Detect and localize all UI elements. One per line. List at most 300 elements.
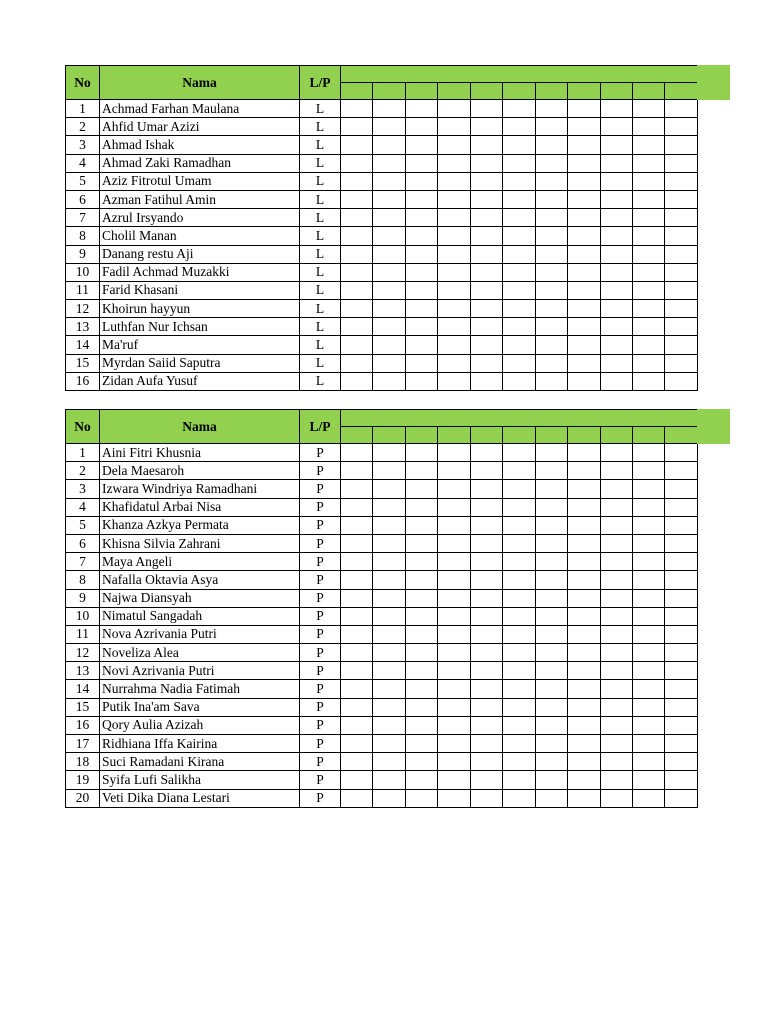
score-cell[interactable] bbox=[405, 172, 437, 190]
score-cell[interactable] bbox=[600, 771, 632, 789]
score-cell[interactable] bbox=[438, 118, 470, 136]
score-subheader-cell[interactable] bbox=[665, 427, 698, 444]
score-cell[interactable] bbox=[665, 100, 698, 118]
score-cell[interactable] bbox=[665, 625, 698, 643]
score-cell[interactable] bbox=[438, 644, 470, 662]
score-cell[interactable] bbox=[568, 209, 600, 227]
score-cell[interactable] bbox=[373, 625, 405, 643]
score-cell[interactable] bbox=[373, 190, 405, 208]
score-cell[interactable] bbox=[373, 227, 405, 245]
score-cell[interactable] bbox=[632, 534, 664, 552]
score-cell[interactable] bbox=[665, 607, 698, 625]
score-subheader-cell[interactable] bbox=[438, 427, 470, 444]
score-cell[interactable] bbox=[341, 589, 373, 607]
score-cell[interactable] bbox=[535, 154, 567, 172]
score-cell[interactable] bbox=[665, 118, 698, 136]
score-subheader-cell[interactable] bbox=[341, 83, 373, 100]
score-cell[interactable] bbox=[568, 553, 600, 571]
score-cell[interactable] bbox=[632, 190, 664, 208]
score-cell[interactable] bbox=[600, 372, 632, 390]
score-cell[interactable] bbox=[341, 372, 373, 390]
score-cell[interactable] bbox=[405, 263, 437, 281]
score-cell[interactable] bbox=[405, 662, 437, 680]
score-cell[interactable] bbox=[665, 172, 698, 190]
score-cell[interactable] bbox=[438, 300, 470, 318]
score-cell[interactable] bbox=[665, 300, 698, 318]
score-cell[interactable] bbox=[665, 336, 698, 354]
score-cell[interactable] bbox=[535, 444, 567, 462]
score-cell[interactable] bbox=[535, 680, 567, 698]
score-cell[interactable] bbox=[665, 644, 698, 662]
score-cell[interactable] bbox=[470, 480, 502, 498]
score-cell[interactable] bbox=[373, 571, 405, 589]
score-cell[interactable] bbox=[665, 190, 698, 208]
score-cell[interactable] bbox=[568, 753, 600, 771]
score-cell[interactable] bbox=[568, 789, 600, 807]
score-cell[interactable] bbox=[470, 462, 502, 480]
score-cell[interactable] bbox=[568, 589, 600, 607]
score-cell[interactable] bbox=[600, 354, 632, 372]
score-cell[interactable] bbox=[600, 263, 632, 281]
score-cell[interactable] bbox=[373, 263, 405, 281]
score-cell[interactable] bbox=[600, 789, 632, 807]
score-cell[interactable] bbox=[341, 172, 373, 190]
score-cell[interactable] bbox=[405, 753, 437, 771]
score-cell[interactable] bbox=[632, 300, 664, 318]
score-cell[interactable] bbox=[632, 154, 664, 172]
score-subheader-cell[interactable] bbox=[405, 427, 437, 444]
score-cell[interactable] bbox=[470, 154, 502, 172]
score-cell[interactable] bbox=[535, 625, 567, 643]
score-cell[interactable] bbox=[503, 498, 535, 516]
score-cell[interactable] bbox=[600, 100, 632, 118]
score-subheader-cell[interactable] bbox=[373, 83, 405, 100]
score-cell[interactable] bbox=[632, 735, 664, 753]
score-cell[interactable] bbox=[503, 607, 535, 625]
score-cell[interactable] bbox=[470, 625, 502, 643]
score-cell[interactable] bbox=[600, 716, 632, 734]
score-cell[interactable] bbox=[373, 771, 405, 789]
score-cell[interactable] bbox=[600, 753, 632, 771]
score-cell[interactable] bbox=[405, 680, 437, 698]
score-cell[interactable] bbox=[600, 534, 632, 552]
score-cell[interactable] bbox=[341, 571, 373, 589]
score-cell[interactable] bbox=[341, 154, 373, 172]
score-cell[interactable] bbox=[535, 716, 567, 734]
score-cell[interactable] bbox=[373, 318, 405, 336]
score-cell[interactable] bbox=[470, 444, 502, 462]
score-cell[interactable] bbox=[568, 680, 600, 698]
score-cell[interactable] bbox=[600, 444, 632, 462]
score-cell[interactable] bbox=[535, 771, 567, 789]
score-cell[interactable] bbox=[405, 209, 437, 227]
score-cell[interactable] bbox=[438, 336, 470, 354]
score-cell[interactable] bbox=[438, 354, 470, 372]
score-cell[interactable] bbox=[568, 444, 600, 462]
score-cell[interactable] bbox=[405, 589, 437, 607]
score-cell[interactable] bbox=[341, 644, 373, 662]
score-cell[interactable] bbox=[665, 281, 698, 299]
score-cell[interactable] bbox=[535, 553, 567, 571]
score-cell[interactable] bbox=[600, 607, 632, 625]
score-cell[interactable] bbox=[470, 553, 502, 571]
score-cell[interactable] bbox=[665, 154, 698, 172]
score-subheader-cell[interactable] bbox=[470, 427, 502, 444]
score-cell[interactable] bbox=[470, 172, 502, 190]
score-cell[interactable] bbox=[600, 516, 632, 534]
score-cell[interactable] bbox=[341, 281, 373, 299]
score-cell[interactable] bbox=[373, 716, 405, 734]
score-cell[interactable] bbox=[405, 607, 437, 625]
score-cell[interactable] bbox=[503, 227, 535, 245]
score-cell[interactable] bbox=[503, 716, 535, 734]
score-cell[interactable] bbox=[535, 227, 567, 245]
score-cell[interactable] bbox=[503, 209, 535, 227]
score-cell[interactable] bbox=[568, 462, 600, 480]
score-cell[interactable] bbox=[535, 281, 567, 299]
score-cell[interactable] bbox=[503, 480, 535, 498]
score-cell[interactable] bbox=[438, 753, 470, 771]
score-cell[interactable] bbox=[438, 263, 470, 281]
score-cell[interactable] bbox=[405, 100, 437, 118]
score-cell[interactable] bbox=[632, 100, 664, 118]
score-cell[interactable] bbox=[405, 318, 437, 336]
score-cell[interactable] bbox=[600, 571, 632, 589]
score-cell[interactable] bbox=[373, 136, 405, 154]
score-cell[interactable] bbox=[535, 735, 567, 753]
score-cell[interactable] bbox=[503, 263, 535, 281]
score-cell[interactable] bbox=[373, 172, 405, 190]
score-cell[interactable] bbox=[568, 372, 600, 390]
score-cell[interactable] bbox=[405, 534, 437, 552]
score-cell[interactable] bbox=[665, 318, 698, 336]
score-cell[interactable] bbox=[535, 336, 567, 354]
score-cell[interactable] bbox=[373, 498, 405, 516]
score-cell[interactable] bbox=[470, 100, 502, 118]
score-cell[interactable] bbox=[405, 372, 437, 390]
score-cell[interactable] bbox=[535, 190, 567, 208]
score-cell[interactable] bbox=[568, 100, 600, 118]
score-cell[interactable] bbox=[405, 462, 437, 480]
score-cell[interactable] bbox=[503, 118, 535, 136]
score-cell[interactable] bbox=[405, 118, 437, 136]
score-cell[interactable] bbox=[373, 607, 405, 625]
score-cell[interactable] bbox=[600, 462, 632, 480]
score-cell[interactable] bbox=[503, 462, 535, 480]
score-cell[interactable] bbox=[568, 136, 600, 154]
score-cell[interactable] bbox=[503, 245, 535, 263]
score-cell[interactable] bbox=[341, 300, 373, 318]
score-cell[interactable] bbox=[341, 444, 373, 462]
score-cell[interactable] bbox=[438, 625, 470, 643]
score-cell[interactable] bbox=[373, 680, 405, 698]
score-cell[interactable] bbox=[373, 589, 405, 607]
score-cell[interactable] bbox=[503, 662, 535, 680]
score-cell[interactable] bbox=[535, 300, 567, 318]
score-cell[interactable] bbox=[470, 227, 502, 245]
score-cell[interactable] bbox=[438, 154, 470, 172]
score-cell[interactable] bbox=[438, 480, 470, 498]
score-cell[interactable] bbox=[600, 735, 632, 753]
score-cell[interactable] bbox=[438, 553, 470, 571]
score-subheader-cell[interactable] bbox=[600, 427, 632, 444]
score-cell[interactable] bbox=[373, 300, 405, 318]
score-cell[interactable] bbox=[341, 136, 373, 154]
score-cell[interactable] bbox=[632, 516, 664, 534]
score-cell[interactable] bbox=[535, 245, 567, 263]
score-cell[interactable] bbox=[535, 118, 567, 136]
score-cell[interactable] bbox=[470, 516, 502, 534]
score-cell[interactable] bbox=[632, 498, 664, 516]
score-cell[interactable] bbox=[568, 571, 600, 589]
score-cell[interactable] bbox=[535, 571, 567, 589]
score-cell[interactable] bbox=[503, 534, 535, 552]
score-subheader-cell[interactable] bbox=[470, 83, 502, 100]
score-cell[interactable] bbox=[568, 625, 600, 643]
score-cell[interactable] bbox=[665, 462, 698, 480]
score-cell[interactable] bbox=[405, 190, 437, 208]
score-cell[interactable] bbox=[341, 209, 373, 227]
score-cell[interactable] bbox=[503, 644, 535, 662]
score-cell[interactable] bbox=[341, 698, 373, 716]
score-cell[interactable] bbox=[405, 154, 437, 172]
score-cell[interactable] bbox=[405, 644, 437, 662]
score-cell[interactable] bbox=[568, 716, 600, 734]
score-subheader-cell[interactable] bbox=[535, 83, 567, 100]
score-cell[interactable] bbox=[600, 553, 632, 571]
score-cell[interactable] bbox=[341, 354, 373, 372]
score-cell[interactable] bbox=[600, 245, 632, 263]
score-cell[interactable] bbox=[632, 336, 664, 354]
score-cell[interactable] bbox=[503, 100, 535, 118]
score-cell[interactable] bbox=[600, 698, 632, 716]
score-cell[interactable] bbox=[632, 698, 664, 716]
score-cell[interactable] bbox=[341, 735, 373, 753]
score-cell[interactable] bbox=[600, 589, 632, 607]
score-cell[interactable] bbox=[568, 336, 600, 354]
score-cell[interactable] bbox=[600, 662, 632, 680]
score-cell[interactable] bbox=[470, 245, 502, 263]
score-cell[interactable] bbox=[503, 571, 535, 589]
score-cell[interactable] bbox=[665, 516, 698, 534]
score-cell[interactable] bbox=[503, 680, 535, 698]
score-cell[interactable] bbox=[568, 300, 600, 318]
score-cell[interactable] bbox=[405, 444, 437, 462]
score-cell[interactable] bbox=[568, 662, 600, 680]
score-cell[interactable] bbox=[503, 753, 535, 771]
score-cell[interactable] bbox=[600, 625, 632, 643]
score-cell[interactable] bbox=[405, 281, 437, 299]
score-cell[interactable] bbox=[568, 190, 600, 208]
score-cell[interactable] bbox=[503, 553, 535, 571]
score-cell[interactable] bbox=[632, 354, 664, 372]
score-cell[interactable] bbox=[341, 263, 373, 281]
score-cell[interactable] bbox=[341, 662, 373, 680]
score-cell[interactable] bbox=[535, 662, 567, 680]
score-cell[interactable] bbox=[373, 154, 405, 172]
score-cell[interactable] bbox=[503, 589, 535, 607]
score-cell[interactable] bbox=[470, 607, 502, 625]
score-cell[interactable] bbox=[665, 136, 698, 154]
score-cell[interactable] bbox=[438, 716, 470, 734]
score-subheader-cell[interactable] bbox=[503, 83, 535, 100]
score-cell[interactable] bbox=[373, 789, 405, 807]
score-cell[interactable] bbox=[535, 209, 567, 227]
score-subheader-cell[interactable] bbox=[568, 427, 600, 444]
score-cell[interactable] bbox=[632, 680, 664, 698]
score-cell[interactable] bbox=[438, 789, 470, 807]
score-cell[interactable] bbox=[341, 553, 373, 571]
score-cell[interactable] bbox=[600, 227, 632, 245]
score-cell[interactable] bbox=[438, 680, 470, 698]
score-cell[interactable] bbox=[600, 336, 632, 354]
score-cell[interactable] bbox=[632, 662, 664, 680]
score-cell[interactable] bbox=[405, 571, 437, 589]
score-cell[interactable] bbox=[341, 190, 373, 208]
score-subheader-cell[interactable] bbox=[373, 427, 405, 444]
score-cell[interactable] bbox=[341, 625, 373, 643]
score-cell[interactable] bbox=[438, 589, 470, 607]
score-cell[interactable] bbox=[470, 190, 502, 208]
score-cell[interactable] bbox=[438, 172, 470, 190]
score-cell[interactable] bbox=[665, 589, 698, 607]
score-cell[interactable] bbox=[568, 154, 600, 172]
score-cell[interactable] bbox=[405, 498, 437, 516]
score-cell[interactable] bbox=[535, 263, 567, 281]
score-cell[interactable] bbox=[470, 753, 502, 771]
score-cell[interactable] bbox=[665, 480, 698, 498]
score-cell[interactable] bbox=[568, 516, 600, 534]
score-subheader-cell[interactable] bbox=[665, 83, 698, 100]
score-cell[interactable] bbox=[470, 735, 502, 753]
score-cell[interactable] bbox=[341, 516, 373, 534]
score-cell[interactable] bbox=[341, 498, 373, 516]
score-cell[interactable] bbox=[405, 735, 437, 753]
score-cell[interactable] bbox=[665, 534, 698, 552]
score-cell[interactable] bbox=[470, 336, 502, 354]
score-cell[interactable] bbox=[470, 300, 502, 318]
score-cell[interactable] bbox=[470, 571, 502, 589]
score-cell[interactable] bbox=[438, 444, 470, 462]
score-cell[interactable] bbox=[341, 680, 373, 698]
score-cell[interactable] bbox=[373, 444, 405, 462]
score-cell[interactable] bbox=[665, 698, 698, 716]
score-cell[interactable] bbox=[405, 716, 437, 734]
score-cell[interactable] bbox=[503, 281, 535, 299]
score-cell[interactable] bbox=[405, 771, 437, 789]
score-cell[interactable] bbox=[438, 534, 470, 552]
score-cell[interactable] bbox=[632, 771, 664, 789]
score-cell[interactable] bbox=[341, 607, 373, 625]
score-cell[interactable] bbox=[405, 480, 437, 498]
score-cell[interactable] bbox=[568, 534, 600, 552]
score-cell[interactable] bbox=[503, 516, 535, 534]
score-cell[interactable] bbox=[600, 154, 632, 172]
score-cell[interactable] bbox=[470, 498, 502, 516]
score-cell[interactable] bbox=[373, 281, 405, 299]
score-cell[interactable] bbox=[568, 607, 600, 625]
score-cell[interactable] bbox=[503, 444, 535, 462]
score-cell[interactable] bbox=[568, 318, 600, 336]
score-cell[interactable] bbox=[665, 209, 698, 227]
score-cell[interactable] bbox=[470, 263, 502, 281]
score-cell[interactable] bbox=[470, 662, 502, 680]
score-cell[interactable] bbox=[632, 263, 664, 281]
score-cell[interactable] bbox=[341, 716, 373, 734]
score-cell[interactable] bbox=[535, 372, 567, 390]
score-cell[interactable] bbox=[438, 498, 470, 516]
score-cell[interactable] bbox=[535, 698, 567, 716]
score-cell[interactable] bbox=[405, 553, 437, 571]
score-cell[interactable] bbox=[373, 118, 405, 136]
score-cell[interactable] bbox=[600, 190, 632, 208]
score-cell[interactable] bbox=[405, 300, 437, 318]
score-cell[interactable] bbox=[438, 372, 470, 390]
score-cell[interactable] bbox=[438, 662, 470, 680]
score-cell[interactable] bbox=[535, 100, 567, 118]
score-cell[interactable] bbox=[600, 172, 632, 190]
score-cell[interactable] bbox=[373, 753, 405, 771]
score-cell[interactable] bbox=[405, 516, 437, 534]
score-cell[interactable] bbox=[373, 553, 405, 571]
score-cell[interactable] bbox=[405, 227, 437, 245]
score-cell[interactable] bbox=[632, 444, 664, 462]
score-cell[interactable] bbox=[600, 644, 632, 662]
score-subheader-cell[interactable] bbox=[568, 83, 600, 100]
score-cell[interactable] bbox=[600, 680, 632, 698]
score-cell[interactable] bbox=[373, 644, 405, 662]
score-cell[interactable] bbox=[568, 698, 600, 716]
score-cell[interactable] bbox=[470, 789, 502, 807]
score-cell[interactable] bbox=[373, 100, 405, 118]
score-cell[interactable] bbox=[535, 354, 567, 372]
score-cell[interactable] bbox=[438, 100, 470, 118]
score-cell[interactable] bbox=[665, 789, 698, 807]
score-cell[interactable] bbox=[438, 209, 470, 227]
score-cell[interactable] bbox=[405, 625, 437, 643]
score-cell[interactable] bbox=[535, 644, 567, 662]
score-cell[interactable] bbox=[632, 571, 664, 589]
score-cell[interactable] bbox=[373, 480, 405, 498]
score-cell[interactable] bbox=[535, 607, 567, 625]
score-subheader-cell[interactable] bbox=[503, 427, 535, 444]
score-cell[interactable] bbox=[438, 516, 470, 534]
score-cell[interactable] bbox=[405, 136, 437, 154]
score-cell[interactable] bbox=[373, 698, 405, 716]
score-cell[interactable] bbox=[438, 281, 470, 299]
score-cell[interactable] bbox=[665, 716, 698, 734]
score-cell[interactable] bbox=[535, 480, 567, 498]
score-cell[interactable] bbox=[632, 716, 664, 734]
score-cell[interactable] bbox=[438, 735, 470, 753]
score-cell[interactable] bbox=[373, 372, 405, 390]
score-cell[interactable] bbox=[503, 354, 535, 372]
score-cell[interactable] bbox=[341, 318, 373, 336]
score-cell[interactable] bbox=[470, 136, 502, 154]
score-cell[interactable] bbox=[373, 662, 405, 680]
score-cell[interactable] bbox=[341, 789, 373, 807]
score-cell[interactable] bbox=[341, 480, 373, 498]
score-cell[interactable] bbox=[470, 534, 502, 552]
score-cell[interactable] bbox=[373, 245, 405, 263]
score-subheader-cell[interactable] bbox=[600, 83, 632, 100]
score-cell[interactable] bbox=[568, 263, 600, 281]
score-cell[interactable] bbox=[438, 318, 470, 336]
score-cell[interactable] bbox=[568, 498, 600, 516]
score-cell[interactable] bbox=[438, 462, 470, 480]
score-cell[interactable] bbox=[470, 354, 502, 372]
score-cell[interactable] bbox=[503, 771, 535, 789]
